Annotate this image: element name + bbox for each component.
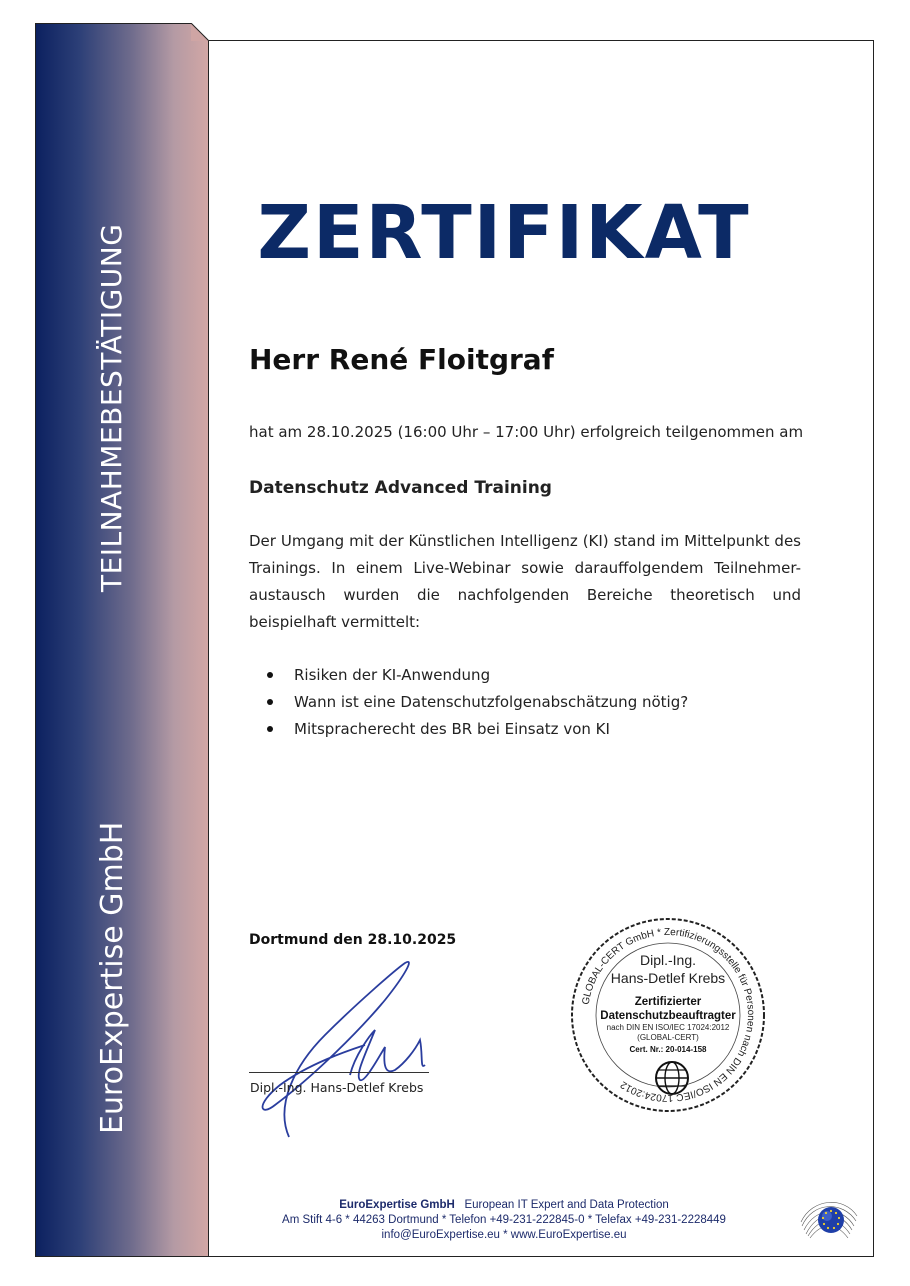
seal-cert-number: Cert. Nr.: 20-014-158 xyxy=(629,1045,707,1054)
signer-name: Dipl.-Ing. Hans-Detlef Krebs xyxy=(250,1080,424,1095)
list-item: Mitspracherecht des BR bei Einsatz von KI xyxy=(264,718,688,745)
topic-list xyxy=(264,664,688,745)
seal-issuer: (GLOBAL-CERT) xyxy=(637,1033,699,1042)
seal-cert-role: Datenschutzbeauftragter xyxy=(600,1010,736,1022)
seal-cert-label: Zertifizierter xyxy=(634,996,702,1008)
course-title: Datenschutz Advanced Training xyxy=(249,478,552,498)
eu-globe-logo-icon xyxy=(798,1196,860,1242)
certification-seal xyxy=(568,915,768,1115)
seal-name: Hans-Detlef Krebs xyxy=(610,970,726,986)
sidebar-company: EuroExpertise GmbH xyxy=(95,821,130,1134)
signature-image xyxy=(255,955,435,1140)
list-item: Risiken der KI-Anwendung xyxy=(264,664,688,691)
attendance-line: hat am 28.10.2025 (16:00 Uhr – 17:00 Uhr) erfolgreich teilgenommen am xyxy=(249,423,804,441)
footer-company: EuroExpertise GmbH xyxy=(339,1199,455,1211)
footer xyxy=(209,1198,799,1243)
signature-line xyxy=(249,1072,429,1073)
certificate-title: ZERTIFIKAT xyxy=(257,190,751,276)
seal-ring-text: GLOBAL-CERT GmbH * Zertifizierungsstelle für Personen nach DIN EN ISO/IEC 17024:2012 xyxy=(580,926,757,1104)
seal-norm: nach DIN EN ISO/IEC 17024:2012 xyxy=(606,1023,730,1032)
footer-tagline: European IT Expert and Data Protection xyxy=(464,1199,669,1211)
sidebar-heading: TEILNAHMEBESTÄTIGUNG xyxy=(95,223,128,592)
place-date: Dortmund den 28.10.2025 xyxy=(249,932,457,948)
footer-contact: info@EuroExpertise.eu * www.EuroExpertise.eu xyxy=(381,1229,627,1241)
seal-title: Dipl.-Ing. xyxy=(639,952,697,968)
footer-address: Am Stift 4-6 * 44263 Dortmund * Telefon +49-231-222845-0 * Telefax +49-231-2228449 xyxy=(282,1214,726,1226)
footer-line-1 xyxy=(209,1198,799,1213)
list-item: Wann ist eine Datenschutzfolgenabschätzung nötig? xyxy=(264,691,688,718)
corner-fold xyxy=(191,23,209,41)
course-description: Der Umgang mit der Künstlichen Intelligenz (KI) stand im Mittelpunkt des Trainings. In einem Live-Webinar sowie darauffolgendem Teilnehmer-austausch wurden die nachfolgenden Bereiche theoretisch und beispielhaft vermittelt: xyxy=(249,532,801,631)
recipient-name: Herr René Floitgraf xyxy=(249,343,554,376)
